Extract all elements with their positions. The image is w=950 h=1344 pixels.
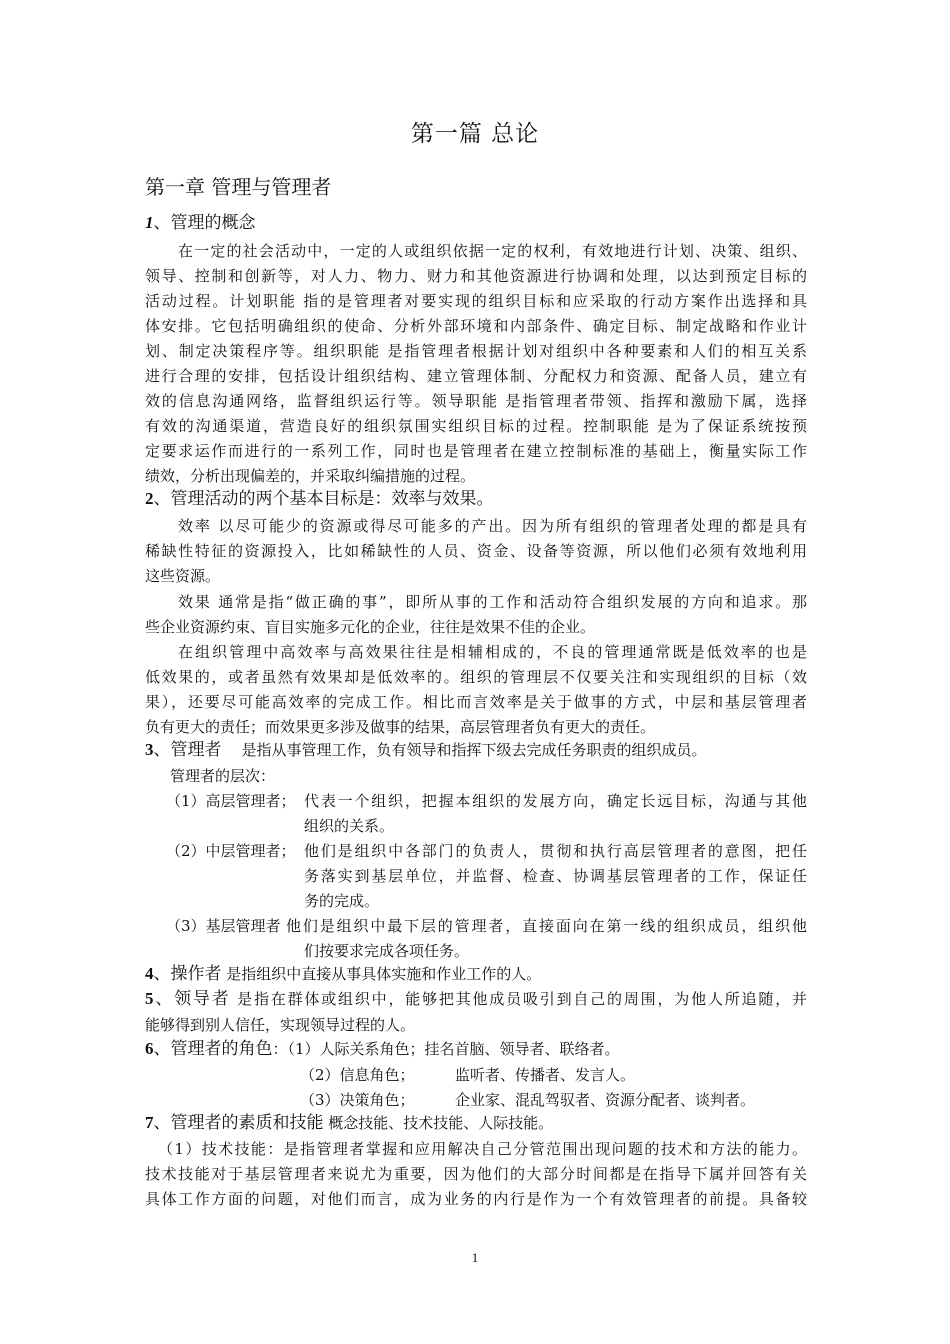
section-number: 5 <box>145 989 154 1008</box>
paragraph-line: 体安排。它包括明确组织的使命、分析外部环境和内部条件、确定目标、制定战略和作业计 <box>145 317 807 335</box>
paragraph-line: 效率 以尽可能少的资源或得尽可能多的产出。因为所有组织的管理者处理的都是具有 <box>178 517 807 535</box>
paragraph-line: 效果 通常是指“做正确的事”，即所从事的工作和活动符合组织发展的方向和追求。那 <box>178 593 807 611</box>
paragraph-line: 效的信息沟通网络，监督组织运行等。领导职能 是指管理者带领、指挥和激励下属，选择 <box>145 392 807 410</box>
section-heading-text: 、管理的概念 <box>153 213 256 233</box>
section-number: 6 <box>145 1039 154 1058</box>
section-2-heading <box>145 487 494 511</box>
role-3-label: （3）决策角色； <box>300 1091 415 1109</box>
term: 、管理者的素质和技能 <box>153 1113 324 1133</box>
paragraph-line: 绩效，分析出现偏差的，并采取纠编措施的过程。 <box>145 467 476 485</box>
section-7-heading <box>145 1111 553 1135</box>
section-3-heading <box>145 738 707 762</box>
paragraph-line: 划、制定决策程序等。组织职能 是指管理者根据计划对组织中各种要素和人们的相互关系 <box>145 342 807 360</box>
level-2-label: （2）中层管理者； <box>166 842 296 860</box>
paragraph-line: 进行合理的安排，包括设计组织结构、建立管理体制、分配权力和资源、配备人员，建立有 <box>145 367 807 385</box>
role-2-value: 监听者、传播者、发言人。 <box>455 1066 636 1084</box>
paragraph-line: 些企业资源约束、盲目实施多元化的企业，往往是效果不佳的企业。 <box>145 618 596 636</box>
paragraph-line: 果），还要尽可能高效率的完成工作。相比而言效率是关于做事的方式，中层和基层管理者 <box>145 693 807 711</box>
term: 、管理者 <box>153 740 222 760</box>
section-number: 2 <box>145 489 154 508</box>
section-number: 3 <box>145 740 154 759</box>
paragraph-line: 具体工作方面的问题，对他们而言，成为业务的内行是作为一个有效管理者的前提。具备较 <box>145 1190 807 1208</box>
role-3-value: 企业家、混乱驾驭者、资源分配者、谈判者。 <box>455 1091 756 1109</box>
paragraph-line: 技术技能对于基层管理者来说尤为重要，因为他们的大部分时间都是在指导下属并回答有关 <box>145 1165 807 1183</box>
term: 、管理者的角色 <box>153 1039 273 1059</box>
level-2-text: 他们是组织中各部门的负责人，贯彻和执行高层管理者的意图，把任 <box>304 842 807 860</box>
section-4-heading <box>145 962 541 986</box>
definition: 是指组织中直接从事具体实施和作业工作的人。 <box>226 965 542 983</box>
page-number: 1 <box>471 1250 479 1265</box>
paragraph-line: 稀缺性特征的资源投入，比如稀缺性的人员、资金、设备等资源，所以他们必须有效地利用 <box>145 542 807 560</box>
definition: 是指在群体或组织中，能够把其他成员吸引到自己的周围，为他人所追随，并 <box>237 990 808 1008</box>
section-heading-text: 、管理活动的两个基本目标是：效率与效果。 <box>153 489 494 509</box>
level-3-text: 他们是组织中最下层的管理者，直接面向在第一线的组织成员，组织他 <box>286 917 807 935</box>
level-1-label: （1）高层管理者； <box>166 792 296 810</box>
paragraph-line: 能够得到别人信任，实现领导过程的人。 <box>145 1016 416 1034</box>
section-1-heading <box>145 211 256 235</box>
level-2-text: 务落实到基层单位，并监督、检查、协调基层管理者的工作，保证任 <box>304 867 807 885</box>
section-number: 7 <box>145 1113 154 1132</box>
paragraph-line: 定要求运作而进行的一系列工作，同时也是管理者在建立控制标准的基础上，衡量实际工作 <box>145 442 807 460</box>
paragraph-line: 在组织管理中高效率与高效果往往是相辅相成的，不良的管理通常既是低效率的也是 <box>178 643 807 661</box>
paragraph-line: 有效的沟通渠道，营造良好的组织氛围实组织目标的过程。控制职能 是为了保证系统按预 <box>145 417 807 435</box>
role-1-label: ：（1）人际关系角色； <box>272 1040 425 1058</box>
paragraph-line: 活动过程。计划职能 指的是管理者对要实现的组织目标和应采取的行动方案作出选择和具 <box>145 292 807 310</box>
part-title: 第一篇 总论 <box>410 121 540 147</box>
section-6-heading <box>145 1037 620 1061</box>
levels-label: 管理者的层次： <box>170 767 276 785</box>
paragraph-line: 这些资源。 <box>145 567 221 585</box>
paragraph-line: （1）技术技能：是指管理者掌握和应用解决自己分管范围出现问题的技术和方法的能力。 <box>158 1140 807 1158</box>
paragraph-line: 领导、控制和创新等，对人力、物力、财力和其他资源进行协调和处理，以达到预定目标的 <box>145 267 807 285</box>
paragraph-line: 低效果的，或者虽然有效果却是低效率的。组织的管理层不仅要关注和实现组织的目标（效 <box>145 668 807 686</box>
level-3-text: 们按要求完成各项任务。 <box>304 942 470 960</box>
role-2-label: （2）信息角色； <box>300 1066 415 1084</box>
definition: 是指从事管理工作，负有领导和指挥下级去完成任务职责的组织成员。 <box>241 741 707 759</box>
summary: 概念技能、技术技能、人际技能。 <box>328 1114 554 1132</box>
level-1-text: 组织的关系。 <box>304 817 395 835</box>
level-1-text: 代表一个组织，把握本组织的发展方向，确定长远目标，沟通与其他 <box>304 792 807 810</box>
role-1-value: 挂名首脑、领导者、联络者。 <box>424 1040 620 1058</box>
term: 、领导者 <box>153 989 231 1009</box>
chapter-title: 第一章 管理与管理者 <box>145 175 332 199</box>
section-5-heading <box>145 987 807 1011</box>
level-2-text: 务的完成。 <box>304 892 380 910</box>
section-number: 4 <box>145 964 154 983</box>
level-3-label: （3）基层管理者 <box>166 917 281 935</box>
paragraph-line: 负有更大的责任；而效果更多涉及做事的结果，高层管理者负有更大的责任。 <box>145 718 656 736</box>
section-number: 1 <box>145 213 154 232</box>
term: 、操作者 <box>153 964 222 984</box>
paragraph-line: 在一定的社会活动中，一定的人或组织依据一定的权利，有效地进行计划、决策、组织、 <box>178 242 807 260</box>
